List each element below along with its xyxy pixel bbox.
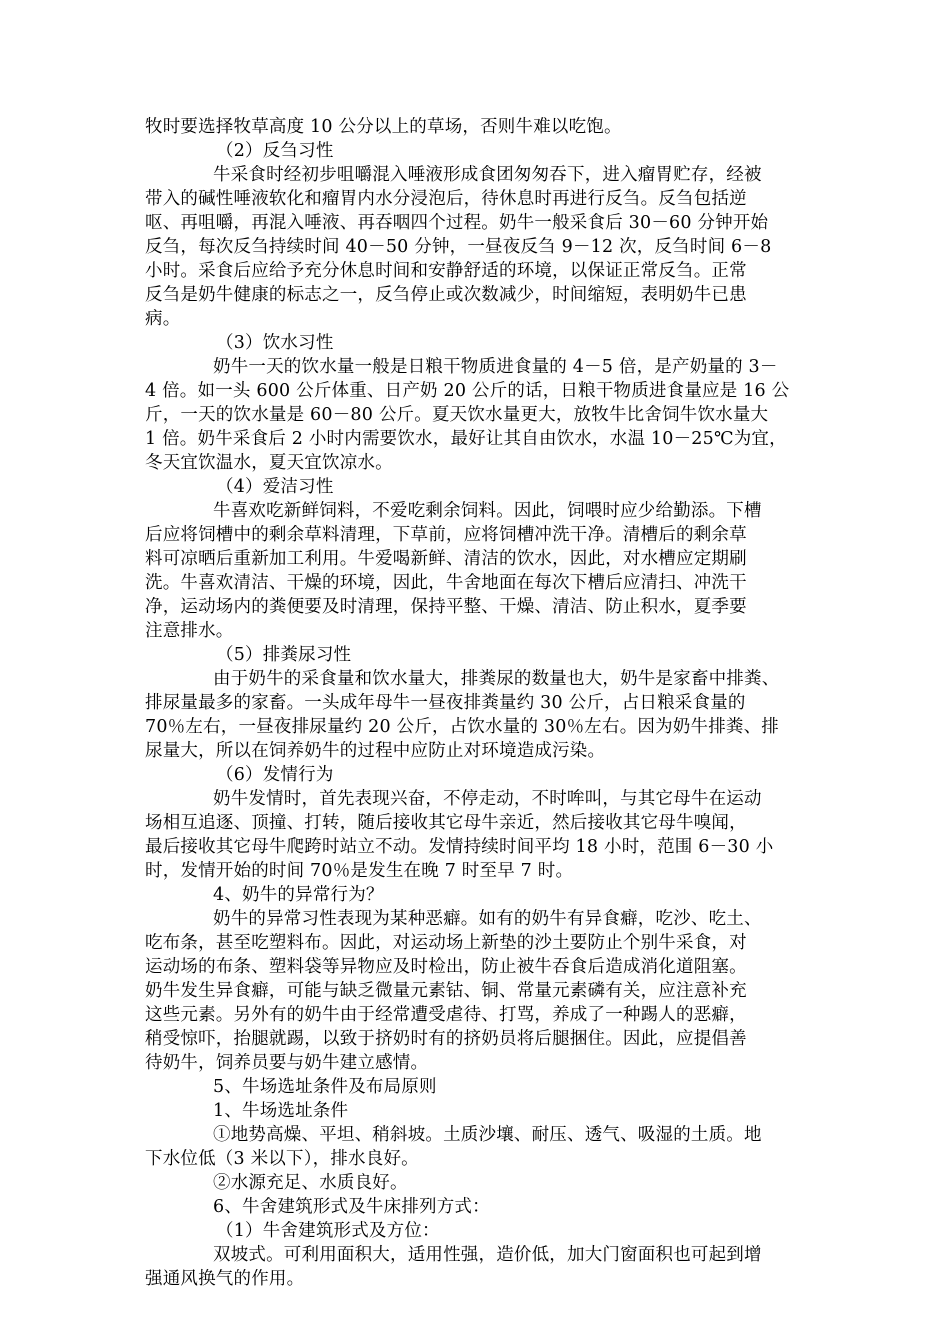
paragraph-first-line: 奶牛一天的饮水量一般是日粮干物质进食量的 4－5 倍，是产奶量的 3－	[213, 357, 778, 377]
text-line: 净，运动场内的粪便要及时清理，保持平整、干燥、清洁、防止积水，夏季要	[145, 597, 747, 617]
section-heading: （5）排粪尿习性	[216, 645, 352, 665]
section-heading: 6、牛舍建筑形式及牛床排列方式：	[213, 1197, 490, 1217]
text-line: 带入的碱性唾液软化和瘤胃内水分浸泡后，待休息时再进行反刍。反刍包括逆	[145, 189, 747, 209]
text-line: 下水位低（3 米以下），排水良好。	[145, 1149, 419, 1169]
section-heading: 1、牛场选址条件	[213, 1101, 349, 1121]
paragraph-first-line: 双坡式。可利用面积大，适用性强，造价低，加大门窗面积也可起到增	[213, 1245, 762, 1265]
text-line: 呕、再咀嚼，再混入唾液、再吞咽四个过程。奶牛一般采食后 30－60 分钟开始	[145, 213, 769, 233]
paragraph-first-line: 牛采食时经初步咀嚼混入唾液形成食团匆匆吞下，进入瘤胃贮存，经被	[213, 165, 762, 185]
section-heading: 4、奶牛的异常行为？	[213, 885, 384, 905]
paragraph-first-line: 由于奶牛的采食量和饮水量大，排粪尿的数量也大，奶牛是家畜中排粪、	[213, 669, 780, 689]
section-heading: （1）牛舍建筑形式及方位：	[216, 1221, 440, 1241]
text-line: 场相互追逐、顶撞、打转，随后接收其它母牛亲近，然后接收其它母牛嗅闻，	[145, 813, 747, 833]
text-line: 料可凉晒后重新加工利用。牛爱喝新鲜、清洁的饮水，因此，对水槽应定期刷	[145, 549, 747, 569]
text-line: 牧时要选择牧草高度 10 公分以上的草场，否则牛难以吃饱。	[145, 117, 622, 137]
section-heading: （6）发情行为	[216, 765, 334, 785]
text-line: 这些元素。另外有的奶牛由于经常遭受虐待、打骂，养成了一种踢人的恶癖，	[145, 1005, 747, 1025]
text-line: 1 倍。奶牛采食后 2 小时内需要饮水，最好让其自由饮水，水温 10－25℃为宜，	[145, 429, 787, 449]
text-line: 后应将饲槽中的剩余草料清理，下草前，应将饲槽冲洗干净。清槽后的剩余草	[145, 525, 747, 545]
text-line: 时，发情开始的时间 70％是发生在晚 7 时至早 7 时。	[145, 861, 574, 881]
text-line: 排尿量最多的家畜。一头成年母牛一昼夜排粪量约 30 公斤，占日粮采食量的	[145, 693, 746, 713]
text-line: 病。	[145, 309, 181, 329]
text-line: 稍受惊吓，抬腿就踢，以致于挤奶时有的挤奶员将后腿捆住。因此，应提倡善	[145, 1029, 747, 1049]
text-line: 冬天宜饮温水，夏天宜饮凉水。	[145, 453, 393, 473]
text-line: 反刍是奶牛健康的标志之一，反刍停止或次数减少，时间缩短，表明奶牛已患	[145, 285, 747, 305]
paragraph-first-line: 牛喜欢吃新鲜饲料，不爱吃剩余饲料。因此，饲喂时应少给勤添。下槽	[213, 501, 762, 521]
paragraph-first-line: ②水源充足、水质良好。	[213, 1173, 408, 1193]
text-line: 尿量大，所以在饲养奶牛的过程中应防止对环境造成污染。	[145, 741, 606, 761]
text-line: 强通风换气的作用。	[145, 1269, 305, 1289]
section-heading: （4）爱洁习性	[216, 477, 334, 497]
section-heading: （3）饮水习性	[216, 333, 334, 353]
text-line: 小时。采食后应给予充分休息时间和安静舒适的环境，以保证正常反刍。正常	[145, 261, 747, 281]
text-line: 4 倍。如一头 600 公斤体重、日产奶 20 公斤的话，日粮干物质进食量应是 16 公	[145, 381, 790, 401]
text-line: 运动场的布条、塑料袋等异物应及时检出，防止被牛吞食后造成消化道阻塞。	[145, 957, 747, 977]
text-line: 奶牛发生异食癖，可能与缺乏微量元素钴、铜、常量元素磷有关，应注意补充	[145, 981, 747, 1001]
text-line: 反刍，每次反刍持续时间 40－50 分钟，一昼夜反刍 9－12 次，反刍时间 6－8	[145, 237, 772, 257]
paragraph-first-line: ①地势高燥、平坦、稍斜坡。土质沙壤、耐压、透气、吸湿的土质。地	[213, 1125, 762, 1145]
text-line: 注意排水。	[145, 621, 234, 641]
section-heading: （2）反刍习性	[216, 141, 334, 161]
paragraph-first-line: 奶牛发情时，首先表现兴奋，不停走动，不时哞叫，与其它母牛在运动	[213, 789, 762, 809]
paragraph-first-line: 奶牛的异常习性表现为某种恶癖。如有的奶牛有异食癖，吃沙、吃土、	[213, 909, 762, 929]
text-line: 70％左右，一昼夜排尿量约 20 公斤，占饮水量的 30％左右。因为奶牛排粪、排	[145, 717, 779, 737]
text-line: 斤，一天的饮水量是 60－80 公斤。夏天饮水量更大，放牧牛比舍饲牛饮水量大	[145, 405, 769, 425]
text-line: 洗。牛喜欢清洁、干燥的环境，因此，牛舍地面在每次下槽后应清扫、冲洗干	[145, 573, 747, 593]
text-line: 待奶牛，饲养员要与奶牛建立感情。	[145, 1053, 429, 1073]
text-line: 最后接收其它母牛爬跨时站立不动。发情持续时间平均 18 小时，范围 6－30 小	[145, 837, 774, 857]
text-line: 吃布条，甚至吃塑料布。因此，对运动场上新垫的沙土要防止个别牛采食，对	[145, 933, 747, 953]
section-heading: 5、牛场选址条件及布局原则	[213, 1077, 437, 1097]
